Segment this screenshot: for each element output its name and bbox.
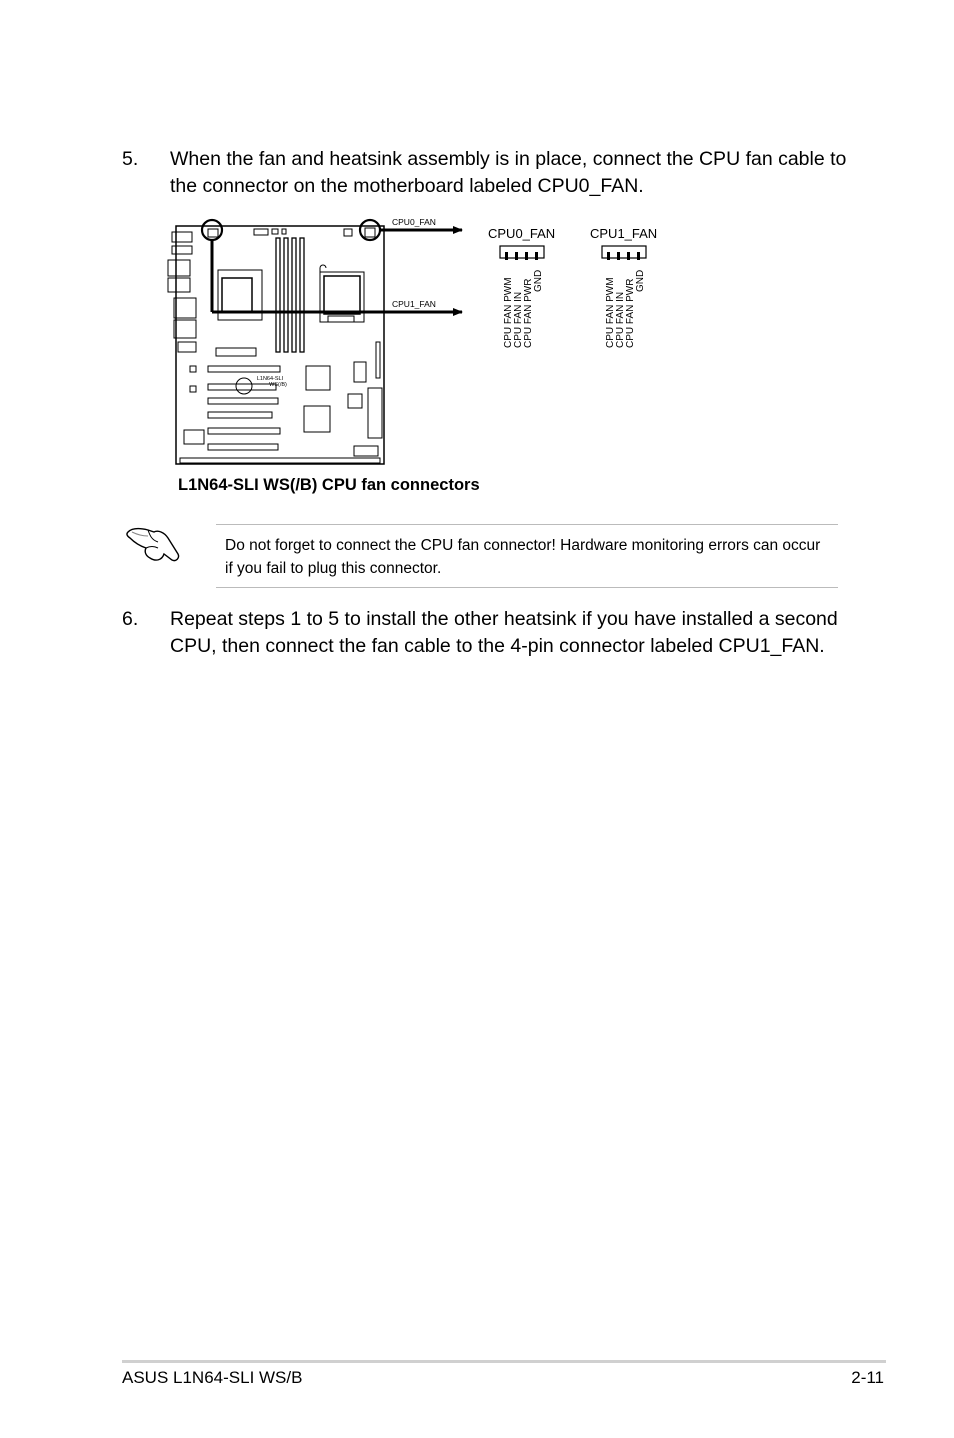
cpu1-pin-2: CPU FAN IN [615,291,626,348]
motherboard-diagram [160,212,680,474]
note-divider-bottom [216,587,838,588]
step-5-number: 5. [122,148,139,170]
footer-divider [122,1360,886,1363]
step-5-text: When the fan and heatsink assembly is in place, connect the CPU fan cable to the connector on the motherboard labeled CPU0_FAN. [170,148,847,197]
footer-page-number: 2-11 [851,1368,884,1387]
step-5 [122,146,852,202]
cpu1-pin-4: GND [635,269,646,292]
cpu1-pin-1: CPU FAN PWM [605,277,616,348]
cpu0-pin-4: GND [533,269,544,292]
motherboard-layout-svg [160,212,680,474]
step-6-number: 6. [122,608,139,630]
cpu1-pin-3: CPU FAN PWR [625,278,636,348]
footer-product-name: ASUS L1N64-SLI WS/B [122,1368,303,1387]
diagram-caption: L1N64-SLI WS(/B) CPU fan connectors [178,476,480,494]
cpu0-pin-1: CPU FAN PWM [503,277,514,348]
rear-io-ports [168,232,196,352]
step-6 [122,606,852,662]
callout-cpu1-fan: CPU1_FAN [392,299,436,309]
cpu0-pinout-title: CPU0_FAN [488,226,556,241]
cpu0-fan-pinout [488,226,555,348]
board-label-variant: WS(/B) [269,382,287,388]
note-text: Do not forget to connect the CPU fan connector! Hardware monitoring errors can occur if you fail to plug this connector. [225,537,821,577]
cpu0-pin-2: CPU FAN IN [513,291,524,348]
top-headers [208,228,375,237]
dimm-slots [276,238,304,352]
note-divider-top [216,524,838,525]
board-label-model: L1N64-SLI [256,376,284,382]
hand-pointer-icon [124,520,182,566]
callout-cpu0-fan: CPU0_FAN [392,217,436,227]
cpu1-fan-pinout [590,226,657,348]
cpu0-pin-3: CPU FAN PWR [523,278,534,348]
cpu1-pinout-title: CPU1_FAN [590,226,658,241]
step-6-text: Repeat steps 1 to 5 to install the other heatsink if you have installed a second CPU, then connect the fan cable to the 4-pin connector labeled CPU1_FAN. [170,608,838,657]
board-components [180,342,382,463]
